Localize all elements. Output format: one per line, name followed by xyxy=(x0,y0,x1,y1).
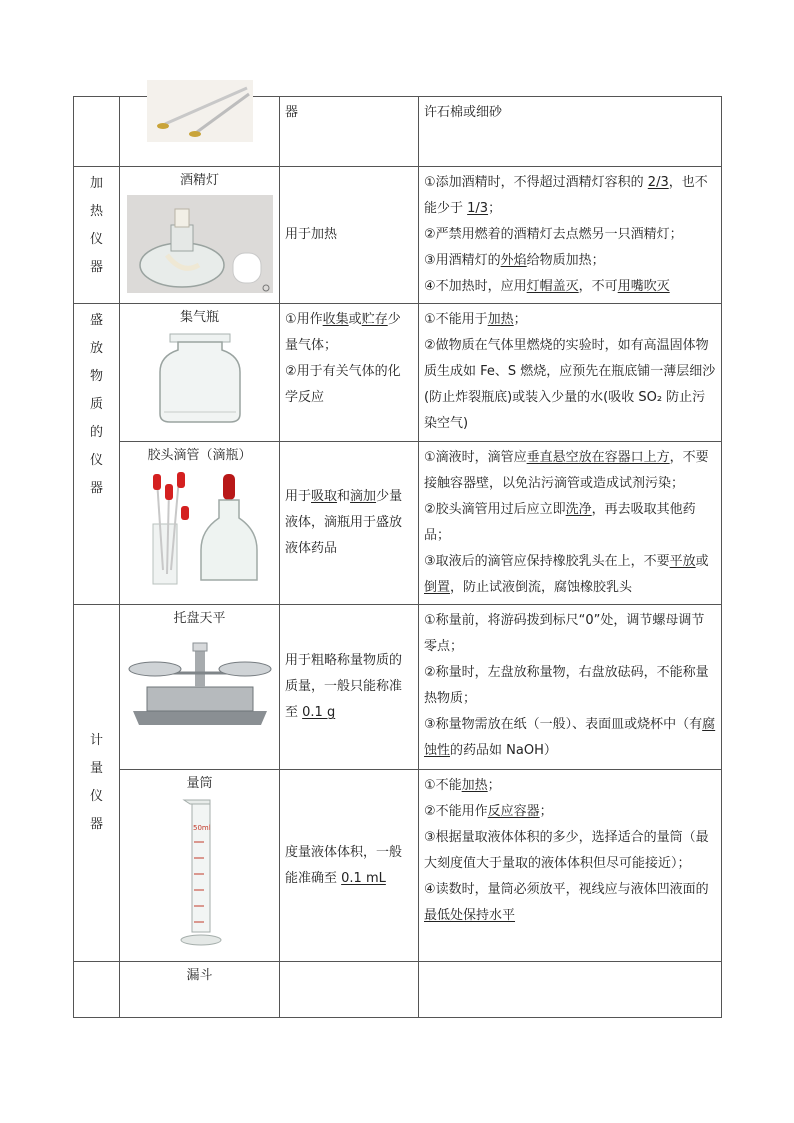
balance-image xyxy=(125,633,275,729)
instrument-cell xyxy=(120,304,280,442)
gas-bottle-image xyxy=(150,332,250,426)
use-cell: ①用作收集或贮存少量气体； ②用于有关气体的化学反应 xyxy=(280,304,419,442)
notes-cell: ①滴液时，滴管应垂直悬空放在容器口上方，不要接触容器壁，以免沾污滴管或造成试剂污染； ②胶头滴管用过后应立即洗净，再去吸取其他药品； ③取液后的滴管应保持橡胶乳头在上，不要平放或倒置，防止试液倒流，腐蚀橡胶乳头 xyxy=(419,442,722,605)
alcohol-lamp-image xyxy=(127,195,273,293)
table-row xyxy=(74,304,722,442)
category-cell: 计量仪器 xyxy=(74,605,120,962)
use-cell: 度量液体体积，一般能准确至 0.1 mL xyxy=(280,770,419,962)
table-row xyxy=(74,97,722,167)
instrument-name: 托盘天平 xyxy=(173,611,226,626)
category-cell xyxy=(74,97,120,167)
instrument-table xyxy=(73,96,722,1018)
instrument-cell xyxy=(120,962,280,1018)
instrument-cell xyxy=(120,167,280,304)
instrument-name: 漏斗 xyxy=(186,968,213,983)
instrument-cell xyxy=(120,770,280,962)
table-row xyxy=(74,442,722,605)
use-cell: 器 xyxy=(280,97,419,167)
dropper-image xyxy=(133,470,267,588)
table-row xyxy=(74,770,722,962)
category-cell: 加热仪器 xyxy=(74,167,120,304)
instrument-name: 胶头滴管（滴瓶） xyxy=(147,448,252,463)
notes-cell: ①称量前，将游码拨到标尺“0”处，调节螺母调节零点； ②称量时，左盘放称量物，右盘放砝码，不能称量热物质； ③称量物需放在纸（一般）、表面皿或烧杯中（有腐蚀性的药品如 NaOH） xyxy=(419,605,722,770)
cylinder-label: 50ml xyxy=(192,824,211,832)
use-cell: 用于吸取和滴加少量液体，滴瓶用于盛放液体药品 xyxy=(280,442,419,605)
table-row xyxy=(74,962,722,1018)
instrument-name: 量筒 xyxy=(186,776,213,791)
notes-cell: ①不能加热； ②不能用作反应容器； ③根据量取液体体积的多少，选择适合的量筒（最大刻度值大于量取的液体体积但尽可能接近）； ④读数时，量筒必须放平，视线应与液体凹液面的最低处保持水平 xyxy=(419,770,722,962)
notes-cell xyxy=(419,962,722,1018)
table-row xyxy=(74,167,722,304)
use-cell: 用于粗略称量物质的质量，一般只能称准至 0.1 g xyxy=(280,605,419,770)
table-row xyxy=(74,605,722,770)
instrument-cell xyxy=(120,97,280,167)
notes-cell: 许石棉或细砂 xyxy=(419,97,722,167)
instrument-name: 酒精灯 xyxy=(179,173,219,188)
use-cell: 用于加热 xyxy=(280,167,419,304)
instrument-name: 集气瓶 xyxy=(179,310,219,325)
notes-cell: ①不能用于加热； ②做物质在气体里燃烧的实验时，如有高温固体物质生成如 Fe、S 燃烧，应预先在瓶底铺一薄层细沙(防止炸裂瓶底)或装入少量的水(吸收 SO₂ 防止污染空气) xyxy=(419,304,722,442)
instrument-cell xyxy=(120,605,280,770)
cylinder-image xyxy=(170,798,230,948)
combustion-spoon-image xyxy=(147,80,253,142)
category-cell xyxy=(74,962,120,1018)
use-cell xyxy=(280,962,419,1018)
notes-cell: ①添加酒精时，不得超过酒精灯容积的 2/3，也不能少于 1/3； ②严禁用燃着的酒精灯去点燃另一只酒精灯； ③用酒精灯的外焰给物质加热； ④不加热时，应用灯帽盖灭，不可用嘴吹灭 xyxy=(419,167,722,304)
category-cell: 盛放物质的仪器 xyxy=(74,304,120,605)
instrument-cell xyxy=(120,442,280,605)
